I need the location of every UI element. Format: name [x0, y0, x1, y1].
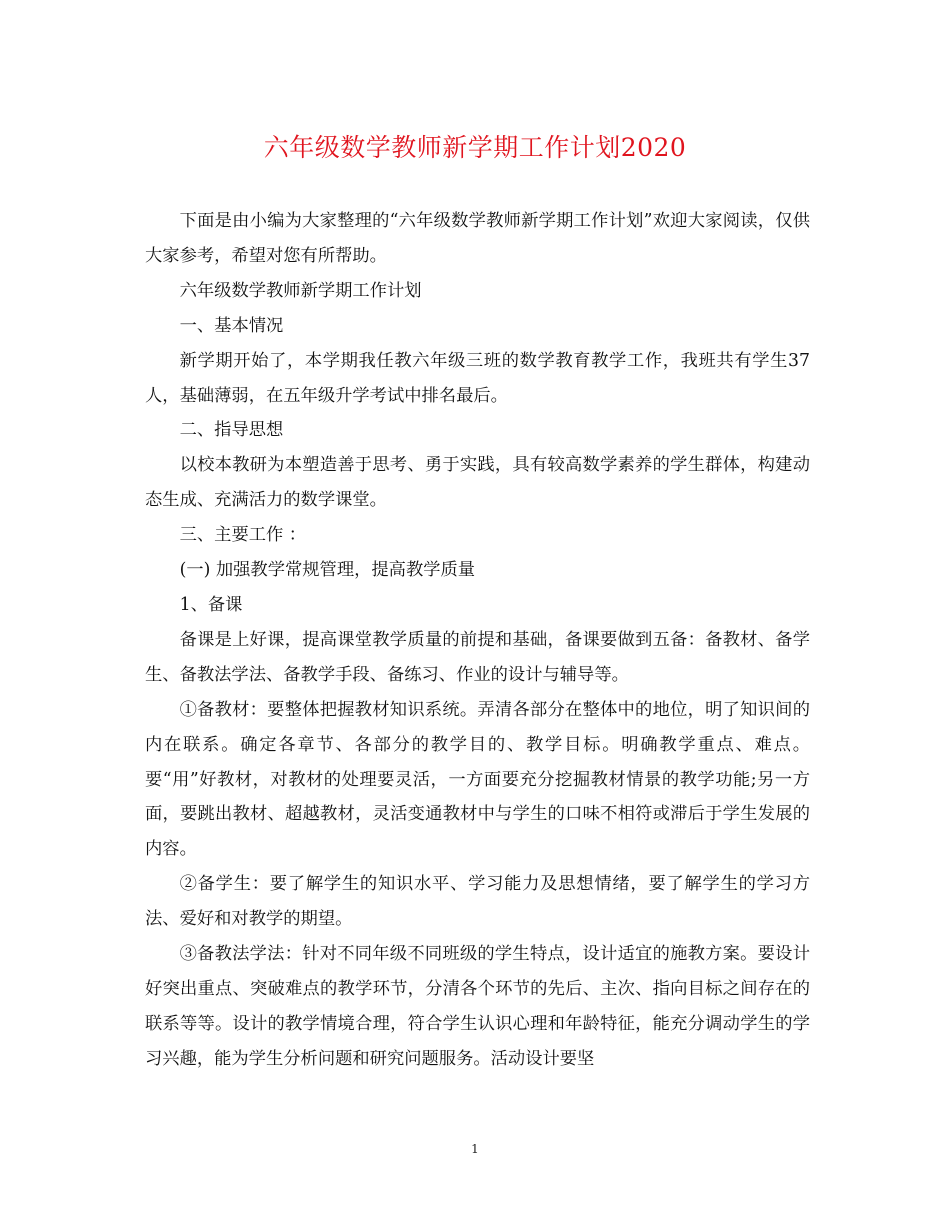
subtitle-paragraph: 六年级数学教师新学期工作计划 [179, 280, 422, 301]
document-body [145, 204, 810, 1077]
section-heading-basic-situation: 一、基本情况 [179, 315, 284, 336]
prep-textbook-paragraph: ①备教材：要整体把握教材知识系统。弄清各部分在整体中的地位，明了知识间的内在联系。确定各章节、各部分的教学目的、教学目标。明确教学重点、难点。要“用”好教材，对教材的处理要灵活，一方面要充分挖掘教材情景的教学功能;另一方面，要跳出教材、超越教材，灵活变通教材中与学生的口味不相符或滞后于学生发展的内容。 [145, 699, 810, 860]
page-number: 1 [471, 1142, 479, 1156]
prep-methods-paragraph: ③备教法学法：针对不同年级不同班级的学生特点，设计适宜的施教方案。要设计好突出重点、突破难点的教学环节，分清各个环节的先后、主次、指向目标之间存在的联系等等。设计的教学情境合理，符合学生认识心理和年龄特征，能充分调动学生的学习兴趣，能为学生分析问题和研究问题服务。活动设计要坚 [145, 944, 810, 1069]
basic-situation-paragraph: 新学期开始了，本学期我任教六年级三班的数学教育教学工作，我班共有学生37人，基础薄弱，在五年级升学考试中排名最后。 [145, 350, 810, 406]
intro-paragraph: 下面是由小编为大家整理的“六年级数学教师新学期工作计划”欢迎大家阅读，仅供大家参考，希望对您有所帮助。 [145, 211, 810, 266]
section-heading-guiding-ideology: 二、指导思想 [179, 420, 284, 441]
item-heading-lesson-prep: 1、备课 [179, 594, 243, 615]
subsection-heading-teaching-management: (一) 加强教学常规管理，提高教学质量 [179, 560, 476, 581]
prep-students-paragraph: ②备学生：要了解学生的知识水平、学习能力及思想情绪，要了解学生的学习方法、爱好和对教学的期望。 [145, 874, 810, 930]
section-heading-main-work: 三、主要工作 ： [179, 525, 307, 546]
guiding-ideology-paragraph: 以校本教研为本塑造善于思考、勇于实践，具有较高数学素养的学生群体，构建动态生成、充满活力的数学课堂。 [145, 455, 810, 511]
lesson-prep-paragraph: 备课是上好课，提高课堂教学质量的前提和基础，备课要做到五备：备教材、备学生、备教法学法、备教学手段、备练习、作业的设计与辅导等。 [145, 629, 810, 685]
document-title: 六年级数学教师新学期工作计划2020 [263, 133, 687, 162]
